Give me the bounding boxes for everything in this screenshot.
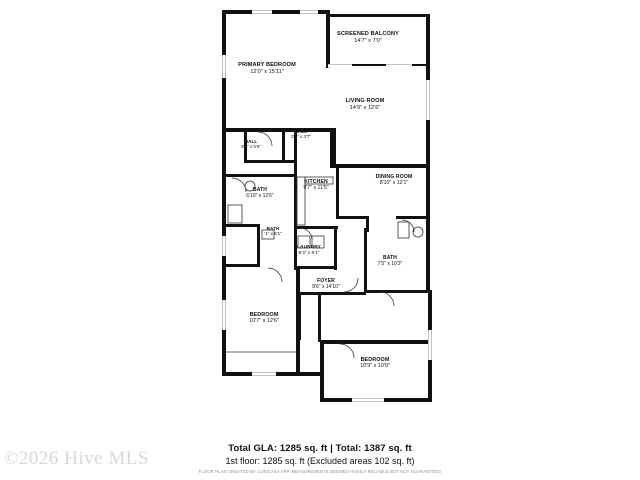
room-name: KITCHEN	[304, 179, 328, 185]
room-name: LAUNDRY	[297, 245, 321, 250]
room-name: BATH	[383, 255, 397, 261]
room-name: SCREENED BALCONY	[337, 31, 399, 37]
room-dimensions: 12'0" x 15'11"	[250, 68, 284, 75]
footer-total-gla: Total GLA: 1285 sq. ft | Total: 1387 sq. ft	[228, 443, 412, 454]
room-name: FOYER	[317, 278, 335, 284]
room-name: BATH	[253, 187, 267, 193]
room-dimensions: 7'5" x 10'3"	[377, 260, 403, 267]
room-dimensions: 8'10" x 12'1"	[379, 180, 409, 187]
room-dimensions: 10'7" x 12'6"	[249, 318, 279, 325]
room-dimensions: 14'9" x 12'6"	[349, 104, 381, 111]
room-dimensions: '1" x 6'1"	[264, 231, 282, 237]
room-name: DINING ROOM	[375, 174, 413, 180]
room-dimensions: 14'7" x 7'0"	[354, 37, 382, 44]
room-dimensions: 10'9" x 10'9"	[360, 363, 390, 370]
room-name: LIVING ROOM	[345, 98, 385, 104]
room-dimensions: 9'3" x 6'1"	[298, 250, 320, 256]
room-dimensions: 9'7" x 11'5"	[303, 185, 329, 192]
room-name: PRIMARY BEDROOM	[238, 62, 296, 68]
plan-shadow-fills	[228, 16, 324, 126]
room-dimensions: 6'10" x 12'6"	[246, 192, 274, 199]
room-dimensions: 3'8" x 3'7"	[290, 134, 312, 140]
room-dimensions: 8'6" x 14'10"	[312, 283, 340, 290]
room-name: BEDROOM	[249, 312, 279, 318]
room-name: BEDROOM	[360, 357, 390, 363]
mls-watermark: ©2026 Hive MLS	[4, 448, 149, 469]
footer-disclaimer: FLOOR PLAN CREATED BY CUBICASA APP, MEASUREMENTS DEEMED HIGHLY RELIABLE BUT NOT GUARANTEED	[198, 469, 442, 474]
room-name: HALL	[244, 139, 258, 144]
footer-floor-area: 1st floor: 1285 sq. ft (Excluded areas 102 sq. ft)	[225, 456, 415, 466]
room-dimensions: 3'3" x 6'6"	[240, 144, 262, 150]
room-name: BATH	[266, 226, 280, 231]
room-name: HALL	[294, 129, 308, 134]
